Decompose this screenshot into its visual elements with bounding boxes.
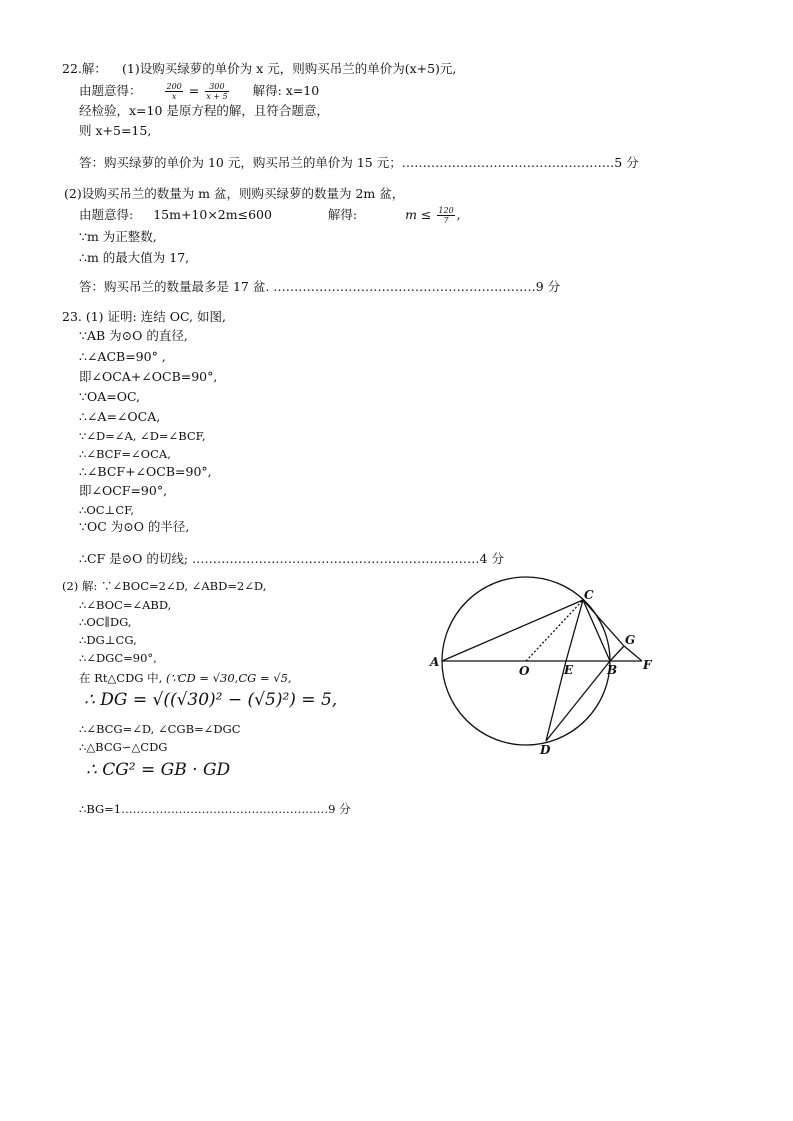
q22-solution: 解得: x=10 — [252, 83, 320, 98]
q23-line: ∴OC⊥CF, — [79, 503, 135, 517]
q22-inequality: 15m+10×2m≤600 — [153, 207, 272, 222]
q23-line: ∵∠D=∠A, ∠D=∠BCF, — [79, 429, 206, 443]
q22-fraction-left — [165, 82, 182, 101]
q23-step: ∴△BCG∽△CDG — [79, 740, 168, 754]
q23-part2-head: (2) 解: ∵∠BOC=2∠D, ∠ABD=2∠D, — [62, 579, 267, 593]
equals-sign: = — [188, 83, 200, 98]
q23-step: ∴∠DGC=90°, — [79, 651, 157, 665]
q23-final-answer: ∴BG=1………………………………………………9 分 — [79, 802, 351, 816]
q23-similar-formula: ∴ CG² = GB · GD — [86, 760, 231, 780]
q22-equation-line — [79, 82, 319, 101]
fraction-numerator: 200 — [166, 82, 182, 91]
point-label: C — [584, 588, 594, 602]
q23-line: ∵AB 为⊙O 的直径, — [79, 328, 188, 343]
q23-line: ∵OA=OC, — [79, 389, 141, 404]
q23-line: ∵OC 为⊙O 的半径, — [79, 519, 190, 534]
point-label: A — [430, 655, 440, 669]
q22-head: 22.解： — [62, 61, 107, 76]
q23-dg-formula: ∴ DG = √((√30)² − (√5)²) = 5, — [84, 690, 338, 710]
q22-fraction-bound — [437, 206, 454, 225]
q23-conclusion1: ∴CF 是⊙O 的切线; ……………………………………………………………4 分 — [79, 551, 504, 566]
segment-ce — [566, 600, 583, 661]
fraction-denominator: x + 5 — [206, 92, 228, 101]
q22-m-le: m ≤ — [405, 207, 432, 222]
q22-solve-label: 解得: — [327, 207, 358, 222]
point-label: O — [519, 664, 530, 678]
q23-step: ∴∠BCG=∠D, ∠CGB=∠DGC — [79, 722, 241, 736]
q22-part2-setup: (2)设购买吊兰的数量为 m 盆，则购买绿萝的数量为 2m 盆， — [64, 186, 405, 201]
q23-line: ∴∠BCF+∠OCB=90°, — [79, 464, 212, 479]
q22-inequality-label: 由题意得: — [79, 207, 134, 222]
q22-fraction-right — [205, 82, 228, 101]
q23-step-rt — [79, 670, 292, 686]
q22-since-integer: ∵m 为正整数, — [79, 229, 157, 244]
q23-step: ∴OC∥DG, — [79, 615, 132, 629]
q23-line: 即∠OCA+∠OCB=90°, — [79, 369, 218, 384]
point-label: E — [564, 663, 574, 677]
q22-answer1: 答：购买绿萝的单价为 10 元，购买吊兰的单价为 15 元；……………………………………………5 分 — [79, 155, 639, 170]
q22-inequality-line — [79, 206, 461, 225]
fraction-denominator: 7 — [443, 216, 449, 225]
q23-line: 即∠OCF=90°, — [79, 483, 168, 498]
q22-part1-setup: (1)设购买绿萝的单价为 x 元，则购买吊兰的单价为(x+5)元, — [122, 61, 457, 76]
q22-max-m: ∴m 的最大值为 17, — [79, 250, 190, 265]
geometry-figure — [420, 575, 680, 765]
fraction-numerator: 120 — [438, 206, 454, 215]
q22-check: 经检验，x=10 是原方程的解，且符合题意， — [79, 103, 329, 118]
fraction-numerator: 300 — [205, 82, 228, 92]
segment-cg — [583, 600, 624, 646]
q22-answer2: 答：购买吊兰的数量最多是 17 盆. ………………………………………………………9 分 — [79, 279, 561, 294]
q23-line: ∴∠ACB=90° , — [79, 349, 166, 364]
comma: , — [456, 207, 461, 222]
point-label: F — [643, 658, 652, 672]
q23-rt-label: 在 Rt△CDG 中, — [79, 671, 163, 685]
point-label: D — [540, 743, 551, 757]
q23-step: ∴∠BOC=∠ABD, — [79, 598, 172, 612]
segment-bg — [610, 646, 624, 661]
q23-given-values: (∵CD = √30,CG = √5, — [165, 671, 292, 685]
point-label: B — [607, 663, 618, 677]
q22-then: 则 x+5=15, — [79, 123, 152, 138]
q23-line: ∴∠BCF=∠OCA, — [79, 447, 171, 461]
q23-step: ∴DG⊥CG, — [79, 633, 137, 647]
segment-gf — [624, 646, 642, 661]
segment-cb — [583, 600, 610, 661]
q23-line: ∴∠A=∠OCA, — [79, 409, 161, 424]
point-label: G — [625, 633, 636, 647]
q22-equation-label: 由题意得： — [79, 83, 142, 98]
segment-ac — [442, 600, 583, 661]
q23-head: 23. (1) 证明: 连结 OC, 如图, — [62, 309, 226, 324]
fraction-denominator: x — [171, 92, 177, 101]
